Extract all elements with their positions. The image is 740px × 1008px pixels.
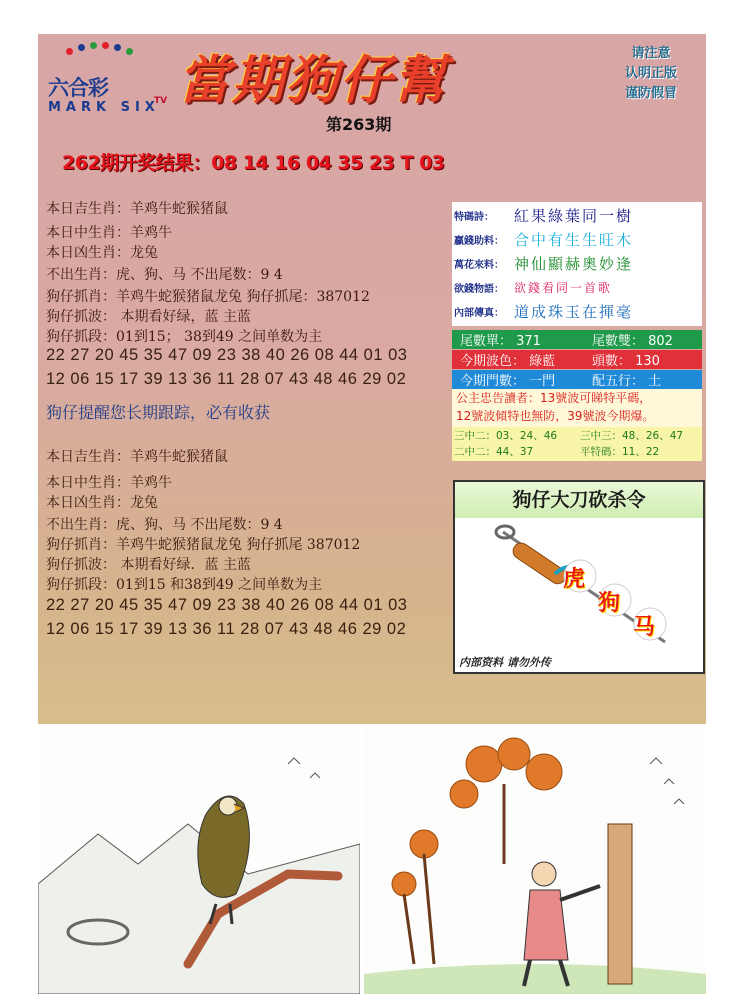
lucky-zodiac: 本日吉生肖：羊鸡牛蛇猴猪鼠 bbox=[46, 449, 228, 465]
stats-bar-door bbox=[452, 370, 702, 389]
notice-line: 谨防假冒 bbox=[624, 86, 677, 101]
logo-text: 六合彩 bbox=[48, 76, 108, 100]
knife-title: 狗仔大刀砍杀令 bbox=[455, 482, 703, 518]
newsletter-page bbox=[38, 34, 706, 724]
combo-item: 平特碼：11、22 bbox=[580, 446, 660, 458]
poem-text: 欲錢看同一首歌 bbox=[514, 280, 613, 295]
logo-english: MARK SIX bbox=[48, 100, 160, 115]
knife-footer: 内部资料 请勿外传 bbox=[459, 656, 551, 669]
poem-row bbox=[454, 228, 633, 250]
number-row: 22 27 20 45 35 47 09 23 38 40 26 08 44 01 03 bbox=[46, 596, 408, 614]
stat-right: 尾數雙： 802 bbox=[592, 334, 673, 349]
poem-row bbox=[454, 252, 633, 274]
stat-right: 頭數： 130 bbox=[592, 354, 660, 369]
notice-line: 请注意 bbox=[631, 46, 671, 61]
combo-item: 三中二：03、24、46 bbox=[454, 430, 558, 442]
picked-wave: 狗仔抓波： 本期看好绿．蓝 主蓝 bbox=[46, 557, 251, 573]
notice-line: 认明正版 bbox=[624, 66, 677, 81]
picked-range: 狗仔抓段：01到15 和38到49 之间单数为主 bbox=[46, 577, 323, 593]
number-row: 12 06 15 17 39 13 36 11 28 07 43 48 46 29 02 bbox=[46, 370, 407, 388]
knife-panel bbox=[453, 480, 705, 674]
stat-left: 今期門數： 一門 bbox=[460, 374, 556, 389]
advice-box bbox=[452, 389, 702, 427]
poem-label: 萬花來料： bbox=[454, 259, 504, 271]
draw-result: 262期开奖结果：08 14 16 04 35 23 T 03 bbox=[62, 152, 445, 174]
zodiac-dog: 狗 bbox=[598, 591, 621, 616]
bad-zodiac: 本日凶生肖：龙兔 bbox=[46, 495, 158, 511]
combo-box bbox=[452, 427, 702, 461]
picked-range: 狗仔抓段：01到15； 38到49 之间单数为主 bbox=[46, 329, 323, 345]
poem-label: 贏錢助料： bbox=[454, 235, 504, 247]
poem-label: 特碼詩： bbox=[454, 211, 494, 223]
advice-line: 公主忠告讀者：13號波可睇特平碼， bbox=[456, 391, 652, 405]
stat-right: 配五行： 土 bbox=[592, 374, 662, 389]
lucky-zodiac: 本日吉生肖：羊鸡牛蛇猴猪鼠 bbox=[46, 201, 228, 217]
bad-zodiac: 本日凶生肖：龙兔 bbox=[46, 245, 158, 261]
stat-left: 尾數單： 371 bbox=[460, 334, 541, 349]
prediction-block-1 bbox=[46, 194, 446, 394]
zodiac-tiger: 虎 bbox=[563, 567, 586, 592]
poem-row bbox=[454, 300, 633, 322]
poem-label: 欲錢物語： bbox=[454, 283, 504, 295]
poem-row bbox=[454, 276, 612, 298]
poem-text: 道成珠玉在揮毫 bbox=[514, 302, 634, 321]
poem-text: 合中有生生旺木 bbox=[514, 230, 634, 249]
stats-bar-tail bbox=[452, 330, 702, 349]
number-row: 22 27 20 45 35 47 09 23 38 40 26 08 44 01 03 bbox=[46, 346, 408, 364]
notice-box bbox=[606, 44, 696, 104]
combo-item: 二中二：44、37 bbox=[454, 446, 534, 458]
combo-item: 三中三：48、26、47 bbox=[580, 430, 684, 442]
excluded-zodiac: 不出生肖：虎、狗、马 不出尾数：9 4 bbox=[46, 517, 283, 533]
picked-zodiac: 狗仔抓肖：羊鸡牛蛇猴猪鼠龙兔 狗仔抓尾 387012 bbox=[46, 537, 361, 553]
stats-bar-wave bbox=[452, 350, 702, 369]
page-title: 當期狗仔幫 bbox=[178, 51, 449, 111]
middle-zodiac: 本日中生肖：羊鸡牛 bbox=[46, 225, 172, 241]
middle-zodiac: 本日中生肖：羊鸡牛 bbox=[46, 475, 172, 491]
number-row: 12 06 15 17 39 13 36 11 28 07 43 48 46 29 02 bbox=[46, 620, 407, 638]
logo-dots bbox=[66, 42, 136, 56]
poem-text: 紅果綠葉同一樹 bbox=[514, 206, 634, 225]
advice-line: 12號波傾特也無防，39號波今期爆。 bbox=[456, 409, 655, 423]
picked-zodiac: 狗仔抓肖：羊鸡牛蛇猴猪鼠龙兔 狗仔抓尾：387012 bbox=[46, 289, 370, 305]
zodiac-horse: 马 bbox=[633, 615, 656, 640]
prediction-block-2 bbox=[46, 446, 446, 646]
poem-row bbox=[454, 204, 633, 226]
reminder-text: 狗仔提醒您长期跟踪，必有收获 bbox=[46, 403, 271, 422]
poem-text: 神仙顯赫奧妙逢 bbox=[514, 254, 634, 273]
man-tree-illustration bbox=[364, 724, 706, 994]
issue-number: 第263期 bbox=[326, 115, 392, 134]
logo-tv: TV bbox=[154, 96, 168, 106]
excluded-zodiac: 不出生肖：虎、狗、马 不出尾数：9 4 bbox=[46, 267, 283, 283]
poem-panel bbox=[452, 202, 702, 326]
picked-wave: 狗仔抓波： 本期看好绿，蓝 主蓝 bbox=[46, 309, 251, 325]
poem-label: 內部傳真： bbox=[454, 307, 504, 319]
stat-left: 今期波色： 綠藍 bbox=[460, 354, 556, 369]
eagle-illustration bbox=[38, 724, 360, 994]
